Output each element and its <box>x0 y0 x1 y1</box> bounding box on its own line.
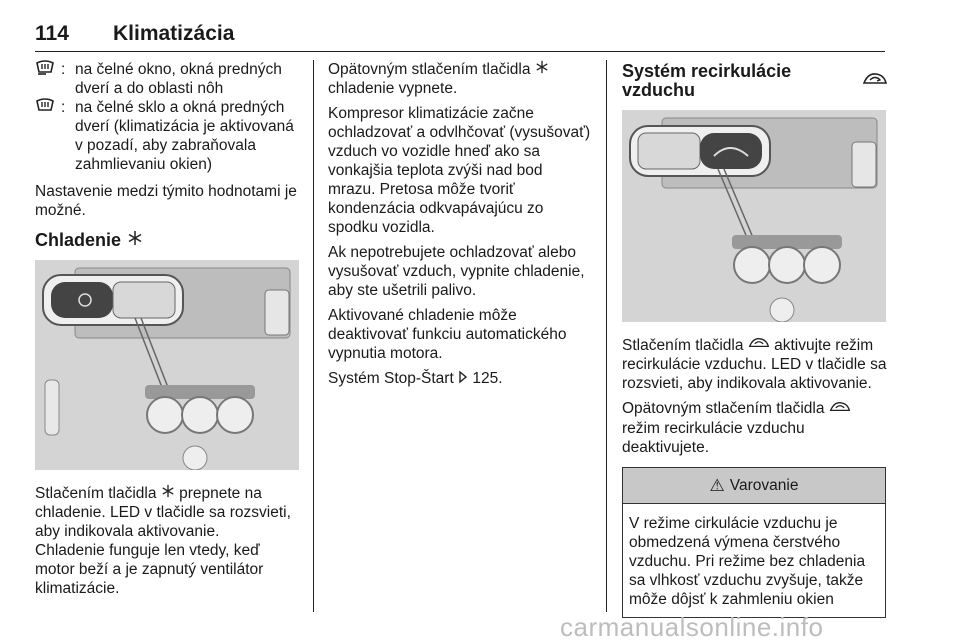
recirculation-off-paragraph: Opätovným stlačením tlačidla režim recirkulácie vzduchu deaktivujete. <box>622 399 888 456</box>
cooling-paragraph-1: Stlačením tlačidla prepnete na chladenie. LED v tlačidle sa rozsvieti, aby indikovala aktivovanie. <box>35 485 291 541</box>
cooling-button-photo <box>35 260 299 470</box>
warning-text: V režime cirkulácie vzduchu je obmedzená výmena čerstvého vzduchu. Pri režime bez chladenia sa vlhkosť vzduchu zvyšuje, takže môže dôjsť k zahmleniu okien <box>629 514 866 608</box>
chapter-title: Klimatizácia <box>113 22 235 45</box>
watermark: carmanualsonline.info <box>560 612 824 642</box>
definition-windshield: : na čelné sklo a okná predných dverí (klimatizácia je aktivovaná v pozadí, aby zabraňovala zahmlievaniu okien) <box>35 98 301 174</box>
definition-text: na čelné sklo a okná predných dverí (klimatizácia je aktivovaná v pozadí, aby zabraňovala zahmlievaniu okien) <box>75 99 294 173</box>
column-1 <box>35 60 301 604</box>
recirculation-icon <box>748 336 770 355</box>
page-reference-icon <box>458 370 468 389</box>
settings-paragraph: Nastavenie medzi týmito hodnotami je možné. <box>35 183 297 219</box>
recirculation-on-paragraph: Stlačením tlačidla aktivujte režim recirkulácie vzduchu. LED v tlačidle sa rozsvieti, aby indikovala aktivovanie. <box>622 337 887 393</box>
warning-triangle-icon: ⚠ <box>709 475 725 495</box>
column-3 <box>622 60 888 618</box>
auto-stop-paragraph: Aktivované chladenie môže deaktivovať funkciu automatického vypnutia motora. <box>328 307 567 363</box>
defrost-windshield-icon <box>35 98 57 174</box>
page-number: 114 <box>35 22 69 45</box>
recirculation-icon <box>829 400 851 419</box>
snowflake-icon <box>127 230 143 250</box>
warning-header: ⚠ Varovanie <box>623 468 885 504</box>
stop-start-reference: Systém Stop-Štart 125. <box>328 370 503 388</box>
snowflake-icon <box>161 484 175 503</box>
snowflake-icon <box>535 60 549 79</box>
column-2 <box>328 60 592 395</box>
recirculation-icon <box>862 71 888 91</box>
definition-windshield-feet: : na čelné okno, okná predných dverí a do oblasti nôh <box>35 60 301 98</box>
defrost-feet-icon <box>35 60 57 98</box>
cooling-paragraph-2: Chladenie funguje len vtedy, keď motor beží a je zapnutý ventilátor klimatizácie. <box>35 542 264 598</box>
compressor-paragraph: Kompresor klimatizácie začne ochladzovať a odvlhčovať (vysušovať) vzduch vo vozidle hneď ako sa vonkajšia teplota zvýši nad bod mrazu. Pretosa môže tvoriť kondenzácia odkvapávajúcu zo spodku vozidla. <box>328 105 591 237</box>
page-header <box>35 20 885 52</box>
cooling-off-paragraph: Opätovným stlačením tlačidla chladenie vypnete. <box>328 60 592 98</box>
column-divider <box>313 60 314 612</box>
warning-box <box>622 467 886 618</box>
definition-text: na čelné okno, okná predných dverí a do oblasti nôh <box>75 61 282 97</box>
recirculation-heading: Systém recirkulácie vzduchu <box>622 62 888 100</box>
recirculation-button-photo <box>622 110 886 322</box>
cooling-heading: Chladenie <box>35 230 301 250</box>
column-divider <box>606 60 607 612</box>
fuel-saving-paragraph: Ak nepotrebujete ochladzovať alebo vysušovať vzduch, vypnite chladenie, aby ste ušetrili palivo. <box>328 244 585 300</box>
